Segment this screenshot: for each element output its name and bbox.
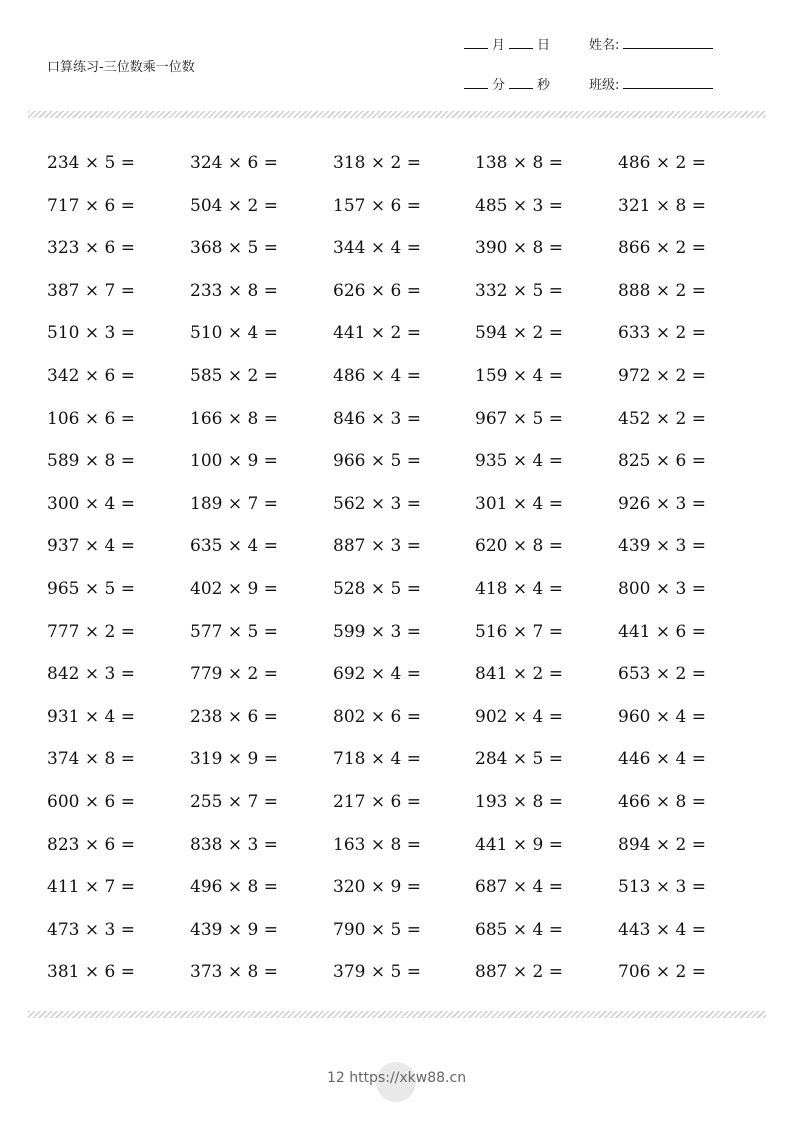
problem-item: 324 × 6 =: [190, 153, 278, 173]
problem-item: 589 × 8 =: [47, 451, 135, 472]
month-blank[interactable]: [464, 48, 488, 49]
problem-item: 887 × 2 =: [475, 962, 563, 983]
problem-item: 620 × 8 =: [475, 536, 563, 557]
problem-item: 926 × 3 =: [618, 493, 706, 514]
problem-item: 166 × 8 =: [190, 408, 278, 429]
second-label: 秒: [537, 78, 551, 93]
problem-row: [47, 446, 767, 489]
problem-row: [47, 531, 767, 574]
problem-item: 255 × 7 =: [190, 791, 278, 812]
problem-item: 238 × 6 =: [190, 706, 278, 727]
problem-row: [47, 574, 767, 617]
problem-item: 777 × 2 =: [47, 621, 135, 642]
problem-item: 687 × 4 =: [475, 877, 563, 898]
problem-item: 390 × 8 =: [475, 238, 563, 259]
name-blank[interactable]: [623, 48, 713, 49]
problem-item: 825 × 6 =: [618, 451, 706, 472]
problem-item: 717 × 6 =: [47, 195, 135, 216]
problem-item: 510 × 3 =: [47, 323, 135, 344]
time-line: [464, 74, 550, 93]
problem-item: 320 × 9 =: [333, 877, 421, 898]
page-footer: [0, 1070, 793, 1086]
problem-item: 528 × 5 =: [333, 578, 421, 599]
problem-item: 486 × 2 =: [618, 153, 706, 173]
problem-item: 496 × 8 =: [190, 877, 278, 898]
problem-item: 157 × 6 =: [333, 195, 421, 216]
problem-row: [47, 489, 767, 532]
day-blank[interactable]: [509, 48, 533, 49]
problem-item: 790 × 5 =: [333, 919, 421, 940]
problem-item: 373 × 8 =: [190, 962, 278, 983]
problem-item: 841 × 2 =: [475, 664, 563, 685]
problem-item: 402 × 9 =: [190, 578, 278, 599]
problem-item: 866 × 2 =: [618, 238, 706, 259]
problem-item: 706 × 2 =: [618, 962, 706, 983]
problem-item: 599 × 3 =: [333, 621, 421, 642]
problem-item: 342 × 6 =: [47, 365, 135, 386]
top-divider: [28, 111, 766, 118]
problem-item: 685 × 4 =: [475, 919, 563, 940]
problem-item: 967 × 5 =: [475, 408, 563, 429]
problem-item: 516 × 7 =: [475, 621, 563, 642]
problem-row: [47, 787, 767, 830]
problem-item: 802 × 6 =: [333, 706, 421, 727]
problem-row: [47, 617, 767, 660]
problem-item: 439 × 3 =: [618, 536, 706, 557]
footer-text: 12 https://xkw88.cn: [326, 1070, 467, 1086]
name-label: 姓名:: [589, 38, 620, 53]
problem-item: 138 × 8 =: [475, 153, 563, 173]
problem-item: 381 × 6 =: [47, 962, 135, 983]
bottom-divider: [28, 1011, 766, 1018]
problem-item: 318 × 2 =: [333, 153, 421, 173]
problem-item: 846 × 3 =: [333, 408, 421, 429]
worksheet-title: 口算练习-三位数乘一位数: [47, 60, 195, 75]
problem-item: 323 × 6 =: [47, 238, 135, 259]
problem-item: 284 × 5 =: [475, 749, 563, 770]
minute-label: 分: [492, 78, 506, 93]
problem-row: [47, 702, 767, 745]
problem-item: 887 × 3 =: [333, 536, 421, 557]
problem-item: 633 × 2 =: [618, 323, 706, 344]
problem-row: [47, 148, 767, 191]
problem-item: 594 × 2 =: [475, 323, 563, 344]
problem-item: 452 × 2 =: [618, 408, 706, 429]
class-label: 班级:: [589, 78, 620, 93]
problem-item: 418 × 4 =: [475, 578, 563, 599]
problem-row: [47, 191, 767, 234]
problem-row: [47, 318, 767, 361]
problem-item: 106 × 6 =: [47, 408, 135, 429]
problem-row: [47, 915, 767, 958]
problem-item: 838 × 3 =: [190, 834, 278, 855]
problem-item: 585 × 2 =: [190, 365, 278, 386]
problem-item: 692 × 4 =: [333, 664, 421, 685]
problem-item: 562 × 3 =: [333, 493, 421, 514]
problem-item: 332 × 5 =: [475, 280, 563, 301]
problem-item: 466 × 8 =: [618, 791, 706, 812]
problem-item: 301 × 4 =: [475, 493, 563, 514]
problem-item: 473 × 3 =: [47, 919, 135, 940]
problem-item: 193 × 8 =: [475, 791, 563, 812]
problem-item: 217 × 6 =: [333, 791, 421, 812]
problem-item: 935 × 4 =: [475, 451, 563, 472]
problem-item: 718 × 4 =: [333, 749, 421, 770]
problem-item: 779 × 2 =: [190, 664, 278, 685]
problem-item: 446 × 4 =: [618, 749, 706, 770]
problem-item: 888 × 2 =: [618, 280, 706, 301]
month-label: 月: [492, 38, 506, 53]
problem-item: 374 × 8 =: [47, 749, 135, 770]
problem-item: 441 × 6 =: [618, 621, 706, 642]
problem-item: 600 × 6 =: [47, 791, 135, 812]
problem-item: 441 × 2 =: [333, 323, 421, 344]
problem-item: 823 × 6 =: [47, 834, 135, 855]
problem-item: 626 × 6 =: [333, 280, 421, 301]
problem-item: 960 × 4 =: [618, 706, 706, 727]
problem-row: [47, 233, 767, 276]
problem-row: [47, 830, 767, 873]
problem-item: 319 × 9 =: [190, 749, 278, 770]
problem-item: 411 × 7 =: [47, 877, 135, 898]
problem-item: 441 × 9 =: [475, 834, 563, 855]
problem-item: 510 × 4 =: [190, 323, 278, 344]
date-line: [464, 34, 550, 53]
name-line: [589, 34, 713, 53]
problem-item: 163 × 8 =: [333, 834, 421, 855]
problem-row: [47, 404, 767, 447]
problem-item: 379 × 5 =: [333, 962, 421, 983]
problem-row: [47, 659, 767, 702]
class-line: [589, 74, 713, 93]
problem-item: 485 × 3 =: [475, 195, 563, 216]
problem-item: 233 × 8 =: [190, 280, 278, 301]
problem-row: [47, 276, 767, 319]
problem-item: 368 × 5 =: [190, 238, 278, 259]
problem-item: 842 × 3 =: [47, 664, 135, 685]
problem-item: 937 × 4 =: [47, 536, 135, 557]
problem-item: 300 × 4 =: [47, 493, 135, 514]
problem-item: 387 × 7 =: [47, 280, 135, 301]
problem-item: 635 × 4 =: [190, 536, 278, 557]
problem-item: 443 × 4 =: [618, 919, 706, 940]
class-blank[interactable]: [623, 88, 713, 89]
problem-item: 189 × 7 =: [190, 493, 278, 514]
problem-item: 577 × 5 =: [190, 621, 278, 642]
problem-grid: [47, 148, 767, 1000]
problem-item: 800 × 3 =: [618, 578, 706, 599]
problem-item: 321 × 8 =: [618, 195, 706, 216]
problem-item: 100 × 9 =: [190, 451, 278, 472]
problem-item: 234 × 5 =: [47, 153, 135, 173]
problem-row: [47, 744, 767, 787]
problem-item: 504 × 2 =: [190, 195, 278, 216]
problem-item: 439 × 9 =: [190, 919, 278, 940]
problem-row: [47, 872, 767, 915]
problem-item: 972 × 2 =: [618, 365, 706, 386]
problem-item: 653 × 2 =: [618, 664, 706, 685]
problem-item: 513 × 3 =: [618, 877, 706, 898]
problem-item: 966 × 5 =: [333, 451, 421, 472]
minute-blank[interactable]: [464, 88, 488, 89]
problem-item: 902 × 4 =: [475, 706, 563, 727]
problem-item: 344 × 4 =: [333, 238, 421, 259]
day-label: 日: [537, 38, 551, 53]
second-blank[interactable]: [509, 88, 533, 89]
problem-item: 965 × 5 =: [47, 578, 135, 599]
problem-row: [47, 957, 767, 1000]
problem-item: 159 × 4 =: [475, 365, 563, 386]
problem-item: 894 × 2 =: [618, 834, 706, 855]
problem-item: 486 × 4 =: [333, 365, 421, 386]
problem-item: 931 × 4 =: [47, 706, 135, 727]
problem-row: [47, 361, 767, 404]
